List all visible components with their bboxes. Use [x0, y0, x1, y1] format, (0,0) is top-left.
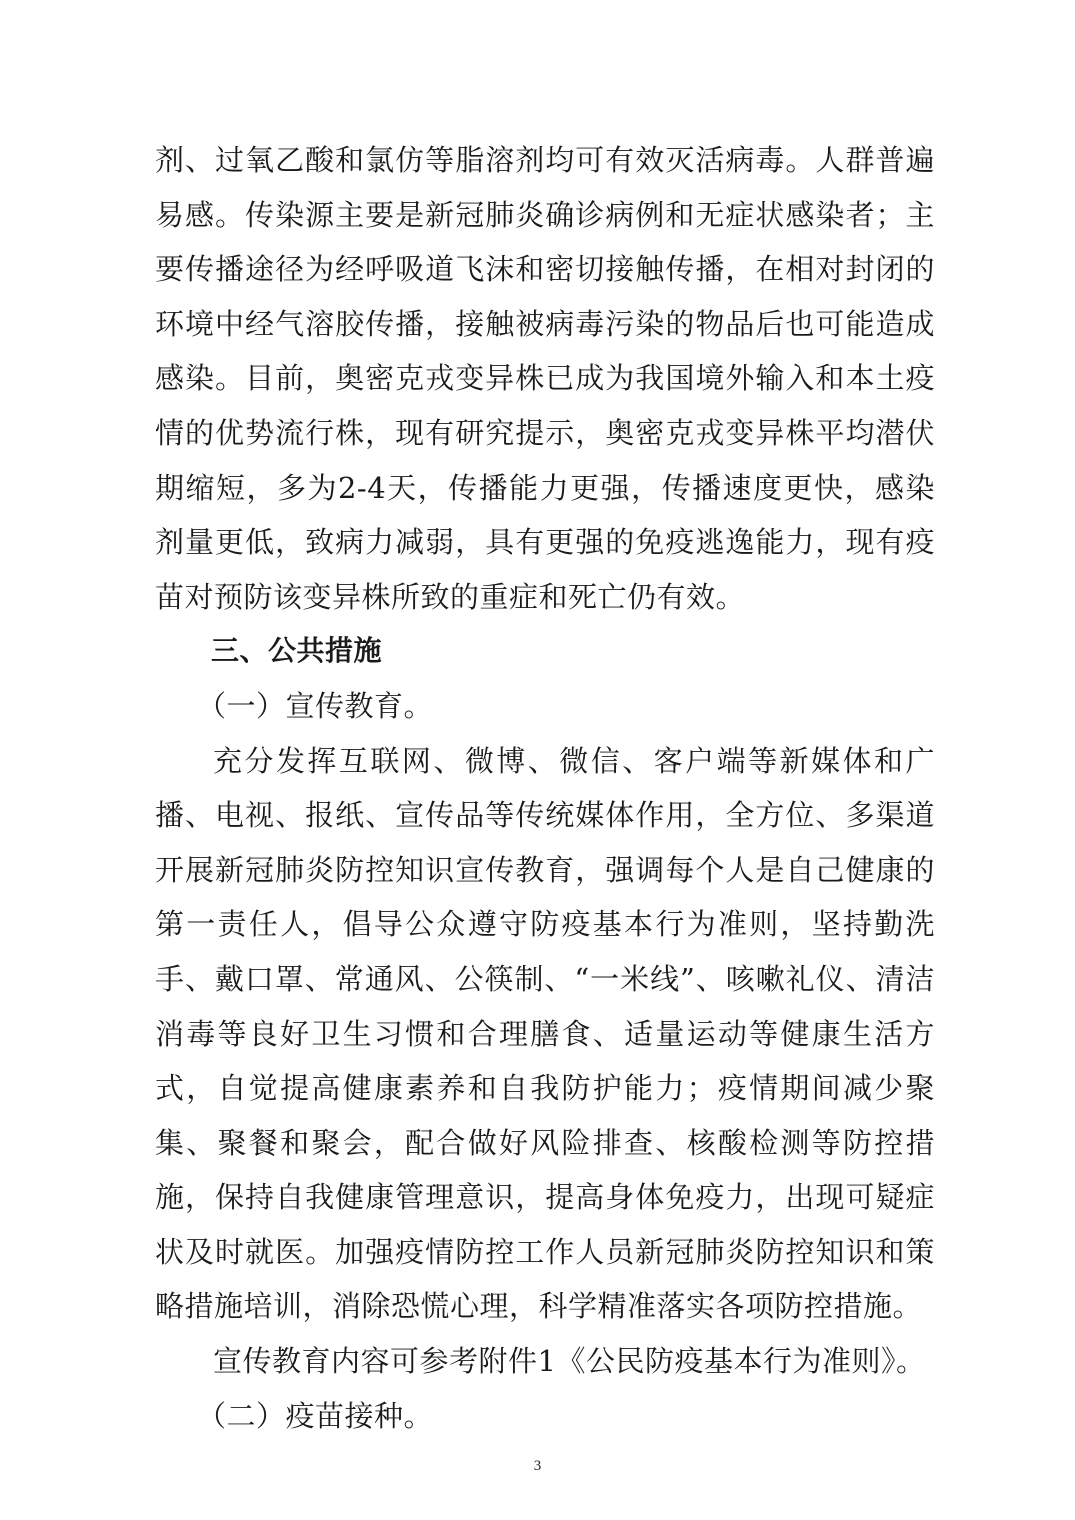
- subsection-heading-vaccination: （二）疫苗接种。: [197, 1398, 434, 1433]
- page-number: 3: [533, 1458, 542, 1474]
- section-heading-public-measures: 三、公共措施: [211, 634, 383, 668]
- document-body: [155, 133, 935, 1443]
- body-paragraph-reference-attachment: 宣传教育内容可参考附件1《公民防疫基本行为准则》。: [213, 1344, 926, 1379]
- body-paragraph-transmission: 剂、过氧乙酸和氯仿等脂溶剂均可有效灭活病毒。人群普遍易感。传染源主要是新冠肺炎确诊病例和无症状感染者；主要传播途径为经呼吸道飞沫和密切接触传播，在相对封闭的环境中经气溶胶传播，接触被病毒污染的物品后也可能造成感染。目前，奥密克戎变异株已成为我国境外输入和本土疫情的优势流行株，现有研究提示，奥密克戎变异株平均潜伏期缩短，多为2-4天，传播能力更强，传播速度更快，感染剂量更低，致病力减弱，具有更强的免疫逃逸能力，现有疫苗对预防该变异株所致的重症和死亡仍有效。: [155, 143, 935, 614]
- body-paragraph-publicity-education: 充分发挥互联网、微博、微信、客户端等新媒体和广播、电视、报纸、宣传品等传统媒体作用，全方位、多渠道开展新冠肺炎防控知识宣传教育，强调每个人是自己健康的第一责任人，倡导公众遵守防疫基本行为准则，坚持勤洗手、戴口罩、常通风、公筷制、“一米线”、咳嗽礼仪、清洁消毒等良好卫生习惯和合理膳食、适量运动等健康生活方式，自觉提高健康素养和自我防护能力；疫情期间减少聚集、聚餐和聚会，配合做好风险排查、核酸检测等防控措施，保持自我健康管理意识，提高身体免疫力，出现可疑症状及时就医。加强疫情防控工作人员新冠肺炎防控知识和策略措施培训，消除恐慌心理，科学精准落实各项防控措施。: [155, 743, 935, 1324]
- subsection-heading-publicity-education: （一）宣传教育。: [197, 688, 434, 723]
